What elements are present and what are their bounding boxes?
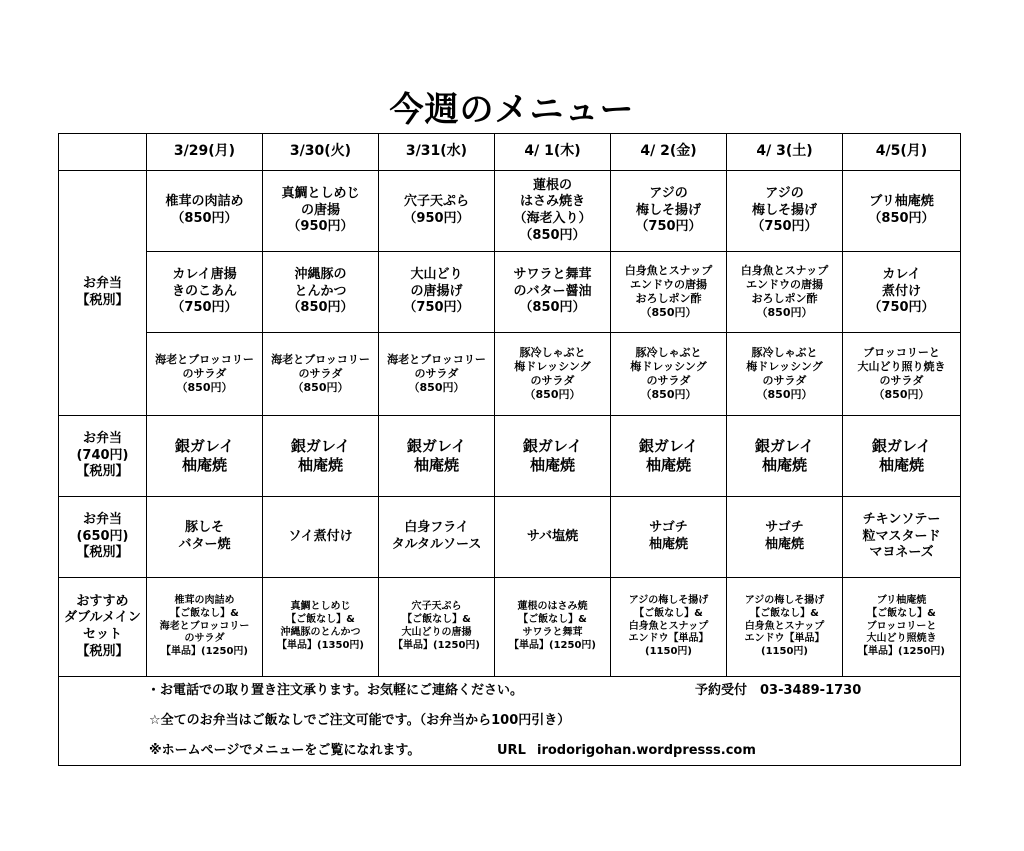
menu-cell: 銀ガレイ 柚庵焼 bbox=[611, 416, 727, 497]
row-label-double-main: おすすめ ダブルメイン セット 【税別】 bbox=[59, 578, 147, 677]
menu-cell: ブロッコリーと 大山どり照り焼き のサラダ （850円） bbox=[843, 333, 961, 416]
menu-cell: 銀ガレイ 柚庵焼 bbox=[263, 416, 379, 497]
menu-cell: サゴチ 柚庵焼 bbox=[611, 497, 727, 578]
footer-url-link[interactable]: irodorigohan.wordpresss.com bbox=[537, 743, 756, 758]
menu-cell: 銀ガレイ 柚庵焼 bbox=[147, 416, 263, 497]
menu-cell: 豚冷しゃぶと 梅ドレッシング のサラダ （850円） bbox=[727, 333, 843, 416]
row-label-bento: お弁当 【税別】 bbox=[59, 171, 147, 416]
footer-rice-note: ☆全てのお弁当はご飯なしでご注文可能です。（お弁当から100円引き） bbox=[149, 713, 571, 728]
menu-cell: カレイ唐揚 きのこあん （750円） bbox=[147, 252, 263, 333]
menu-cell: 椎茸の肉詰め （850円） bbox=[147, 171, 263, 252]
menu-cell: 豚冷しゃぶと 梅ドレッシング のサラダ （850円） bbox=[611, 333, 727, 416]
double-main-row bbox=[59, 578, 961, 677]
menu-cell: チキンソテー 粒マスタード マヨネーズ bbox=[843, 497, 961, 578]
menu-table bbox=[58, 133, 961, 766]
menu-cell: ソイ煮付け bbox=[263, 497, 379, 578]
bento-row-3 bbox=[59, 333, 961, 416]
menu-cell: 豚しそ バター焼 bbox=[147, 497, 263, 578]
footer-url-label: URL bbox=[497, 743, 526, 758]
bento-740-row bbox=[59, 416, 961, 497]
menu-cell: 銀ガレイ 柚庵焼 bbox=[727, 416, 843, 497]
day-header: 3/31(水) bbox=[379, 134, 495, 171]
day-header: 4/ 2(金) bbox=[611, 134, 727, 171]
bento-650-row bbox=[59, 497, 961, 578]
menu-cell: 蓮根のはさみ焼 【ご飯なし】& サワラと舞茸 【単品】(1250円) bbox=[495, 578, 611, 677]
footer-reservation: 予約受付 03-3489-1730 bbox=[695, 683, 862, 698]
corner-cell bbox=[59, 134, 147, 171]
footer-homepage-note: ※ホームページでメニューをご覧になれます。 bbox=[149, 743, 421, 758]
menu-cell: 海老とブロッコリー のサラダ （850円） bbox=[147, 333, 263, 416]
menu-cell: 真鯛としめじ 【ご飯なし】& 沖縄豚のとんかつ 【単品】(1350円) bbox=[263, 578, 379, 677]
menu-cell: 豚冷しゃぶと 梅ドレッシング のサラダ （850円） bbox=[495, 333, 611, 416]
day-header: 4/ 3(土) bbox=[727, 134, 843, 171]
menu-cell: 蓮根の はさみ焼き （海老入り） （850円） bbox=[495, 171, 611, 252]
menu-cell: アジの 梅しそ揚げ （750円） bbox=[727, 171, 843, 252]
day-header: 4/5(月) bbox=[843, 134, 961, 171]
menu-cell: 白身魚とスナップ エンドウの唐揚 おろしポン酢 （850円） bbox=[727, 252, 843, 333]
row-label-bento-740: お弁当 (740円) 【税別】 bbox=[59, 416, 147, 497]
row-label-bento-650: お弁当 (650円) 【税別】 bbox=[59, 497, 147, 578]
menu-cell: 真鯛としめじ の唐揚 （950円） bbox=[263, 171, 379, 252]
menu-cell: 白身フライ タルタルソース bbox=[379, 497, 495, 578]
day-header: 3/29(月) bbox=[147, 134, 263, 171]
menu-cell: 穴子天ぷら 【ご飯なし】& 大山どりの唐揚 【単品】(1250円) bbox=[379, 578, 495, 677]
menu-cell: 銀ガレイ 柚庵焼 bbox=[379, 416, 495, 497]
menu-cell: 海老とブロッコリー のサラダ （850円） bbox=[379, 333, 495, 416]
menu-cell: 沖縄豚の とんかつ （850円） bbox=[263, 252, 379, 333]
menu-cell: アジの梅しそ揚げ 【ご飯なし】& 白身魚とスナップ エンドウ【単品】 (1150円) bbox=[727, 578, 843, 677]
menu-cell: ブリ柚庵焼 【ご飯なし】& ブロッコリーと 大山どり照焼き 【単品】(1250円) bbox=[843, 578, 961, 677]
day-header: 3/30(火) bbox=[263, 134, 379, 171]
footer-cell bbox=[59, 677, 961, 766]
menu-cell: サワラと舞茸 のバター醤油 （850円） bbox=[495, 252, 611, 333]
menu-cell: 銀ガレイ 柚庵焼 bbox=[495, 416, 611, 497]
bento-row-1 bbox=[59, 171, 961, 252]
menu-cell: ブリ柚庵焼 （850円） bbox=[843, 171, 961, 252]
menu-cell: 椎茸の肉詰め 【ご飯なし】& 海老とブロッコリー のサラダ 【単品】(1250円) bbox=[147, 578, 263, 677]
footer-row bbox=[59, 677, 961, 766]
menu-cell: カレイ 煮付け （750円） bbox=[843, 252, 961, 333]
header-row bbox=[59, 134, 961, 171]
menu-cell: 穴子天ぷら （950円） bbox=[379, 171, 495, 252]
day-header: 4/ 1(木) bbox=[495, 134, 611, 171]
page-title: 今週のメニュー bbox=[389, 90, 635, 130]
menu-cell: アジの 梅しそ揚げ （750円） bbox=[611, 171, 727, 252]
menu-cell: 銀ガレイ 柚庵焼 bbox=[843, 416, 961, 497]
menu-cell: 海老とブロッコリー のサラダ （850円） bbox=[263, 333, 379, 416]
menu-cell: 大山どり の唐揚げ （750円） bbox=[379, 252, 495, 333]
menu-cell: 白身魚とスナップ エンドウの唐揚 おろしポン酢 （850円） bbox=[611, 252, 727, 333]
menu-cell: サゴチ 柚庵焼 bbox=[727, 497, 843, 578]
bento-row-2 bbox=[59, 252, 961, 333]
footer-phone-note: ・お電話での取り置き注文承ります。お気軽にご連絡ください。 bbox=[147, 683, 523, 698]
menu-cell: アジの梅しそ揚げ 【ご飯なし】& 白身魚とスナップ エンドウ【単品】 (1150円) bbox=[611, 578, 727, 677]
menu-cell: サバ塩焼 bbox=[495, 497, 611, 578]
